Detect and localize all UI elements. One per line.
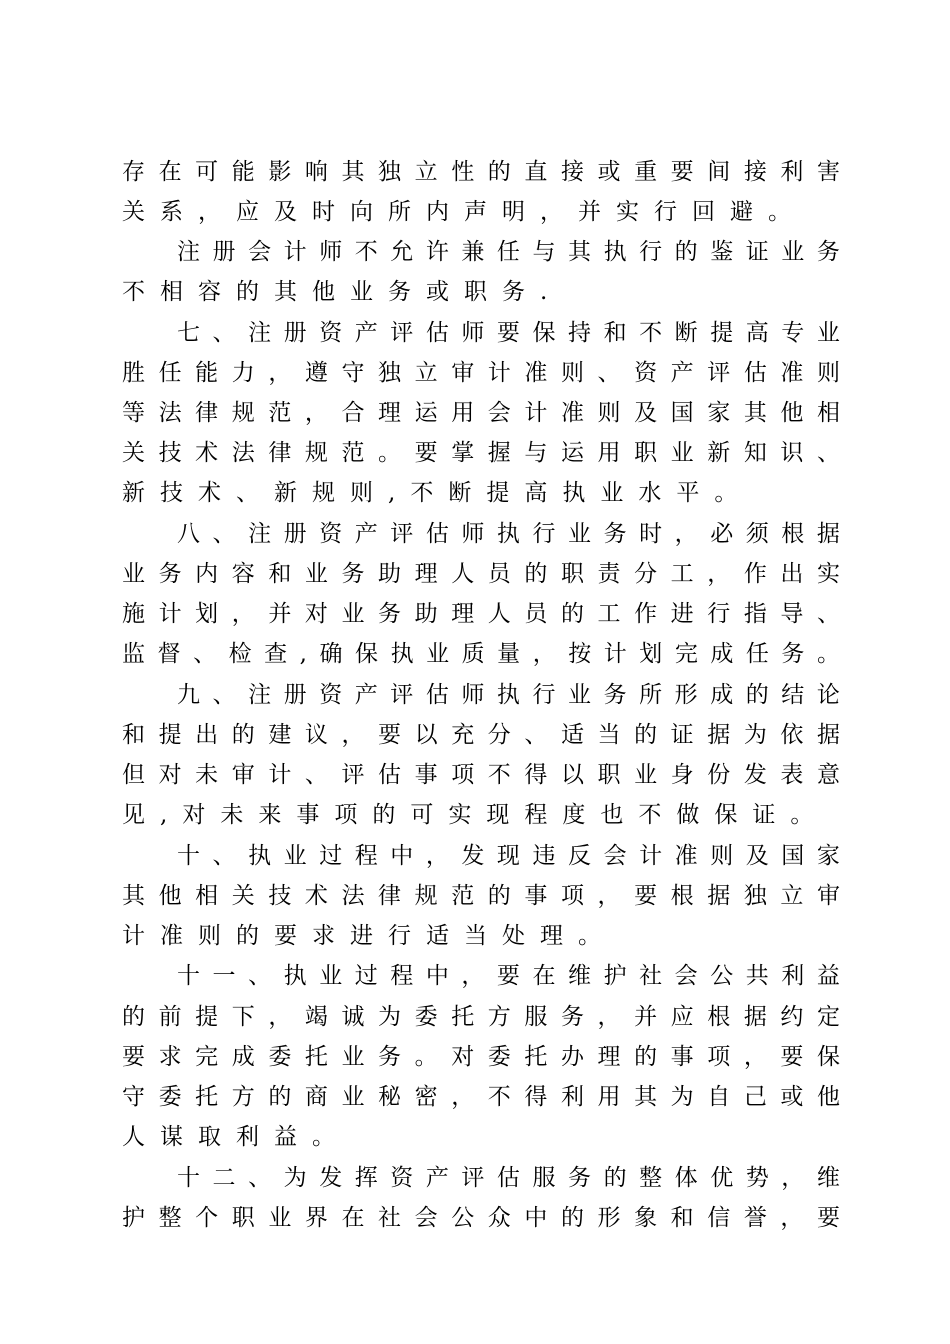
text-line: 不 相 容 的 其 他 业 务 或 职 务 . xyxy=(122,279,548,305)
text-line: 施 计 划 ， 并 对 业 务 助 理 人 员 的 工 作 进 行 指 导 、 xyxy=(122,601,840,627)
text-line: 监 督 、 检 查 , 确 保 执 业 质 量 ， 按 计 划 完 成 任 务 。 xyxy=(122,641,840,667)
text-line: 八 、 注 册 资 产 评 估 师 执 行 业 务 时 ， 必 须 根 据 xyxy=(177,521,840,547)
text-line: 十 二 、 为 发 挥 资 产 评 估 服 务 的 整 体 优 势 ， 维 xyxy=(177,1165,840,1191)
text-line: 见 , 对 未 来 事 项 的 可 实 现 程 度 也 不 做 保 证 。 xyxy=(122,802,814,828)
text-line: 业 务 内 容 和 业 务 助 理 人 员 的 职 责 分 工 ， 作 出 实 xyxy=(122,561,840,587)
text-line: 存 在 可 能 影 响 其 独 立 性 的 直 接 或 重 要 间 接 利 害 xyxy=(122,159,840,185)
text-line: 要 求 完 成 委 托 业 务 。 对 委 托 办 理 的 事 项 ， 要 保 xyxy=(122,1044,840,1070)
text-line: 关 系 ， 应 及 时 向 所 内 声 明 ， 并 实 行 回 避 。 xyxy=(122,199,791,225)
text-line: 护 整 个 职 业 界 在 社 会 公 众 中 的 形 象 和 信 誉 ， 要 xyxy=(122,1205,840,1231)
text-line: 胜 任 能 力 ， 遵 守 独 立 审 计 准 则 、 资 产 评 估 准 则 xyxy=(122,360,840,386)
text-line: 但 对 未 审 计 、 评 估 事 项 不 得 以 职 业 身 份 发 表 意 xyxy=(122,762,840,788)
text-line: 注 册 会 计 师 不 允 许 兼 任 与 其 执 行 的 鉴 证 业 务 xyxy=(177,239,840,265)
text-line: 关 技 术 法 律 规 范 。 要 掌 握 与 运 用 职 业 新 知 识 、 xyxy=(122,440,840,466)
text-line: 十 、 执 业 过 程 中 ， 发 现 违 反 会 计 准 则 及 国 家 xyxy=(177,843,840,869)
text-line: 七 、 注 册 资 产 评 估 师 要 保 持 和 不 断 提 高 专 业 xyxy=(177,320,840,346)
text-line: 其 他 相 关 技 术 法 律 规 范 的 事 项 ， 要 根 据 独 立 审 xyxy=(122,883,840,909)
text-line: 等 法 律 规 范 ， 合 理 运 用 会 计 准 则 及 国 家 其 他 相 xyxy=(122,400,840,426)
text-line: 计 准 则 的 要 求 进 行 适 当 处 理 。 xyxy=(122,923,601,949)
text-line: 十 一 、 执 业 过 程 中 ， 要 在 维 护 社 会 公 共 利 益 xyxy=(177,963,840,989)
text-line: 和 提 出 的 建 议 ， 要 以 充 分 、 适 当 的 证 据 为 依 据 xyxy=(122,722,840,748)
text-line: 新 技 术 、 新 规 则 , 不 断 提 高 执 业 水 平 。 xyxy=(122,480,738,506)
text-line: 守 委 托 方 的 商 业 秘 密 ， 不 得 利 用 其 为 自 己 或 他 xyxy=(122,1084,840,1110)
text-line: 人 谋 取 利 益 。 xyxy=(122,1124,335,1150)
text-line: 九 、 注 册 资 产 评 估 师 执 行 业 务 所 形 成 的 结 论 xyxy=(177,682,840,708)
text-line: 的 前 提 下 ， 竭 诚 为 委 托 方 服 务 ， 并 应 根 据 约 定 xyxy=(122,1004,840,1030)
